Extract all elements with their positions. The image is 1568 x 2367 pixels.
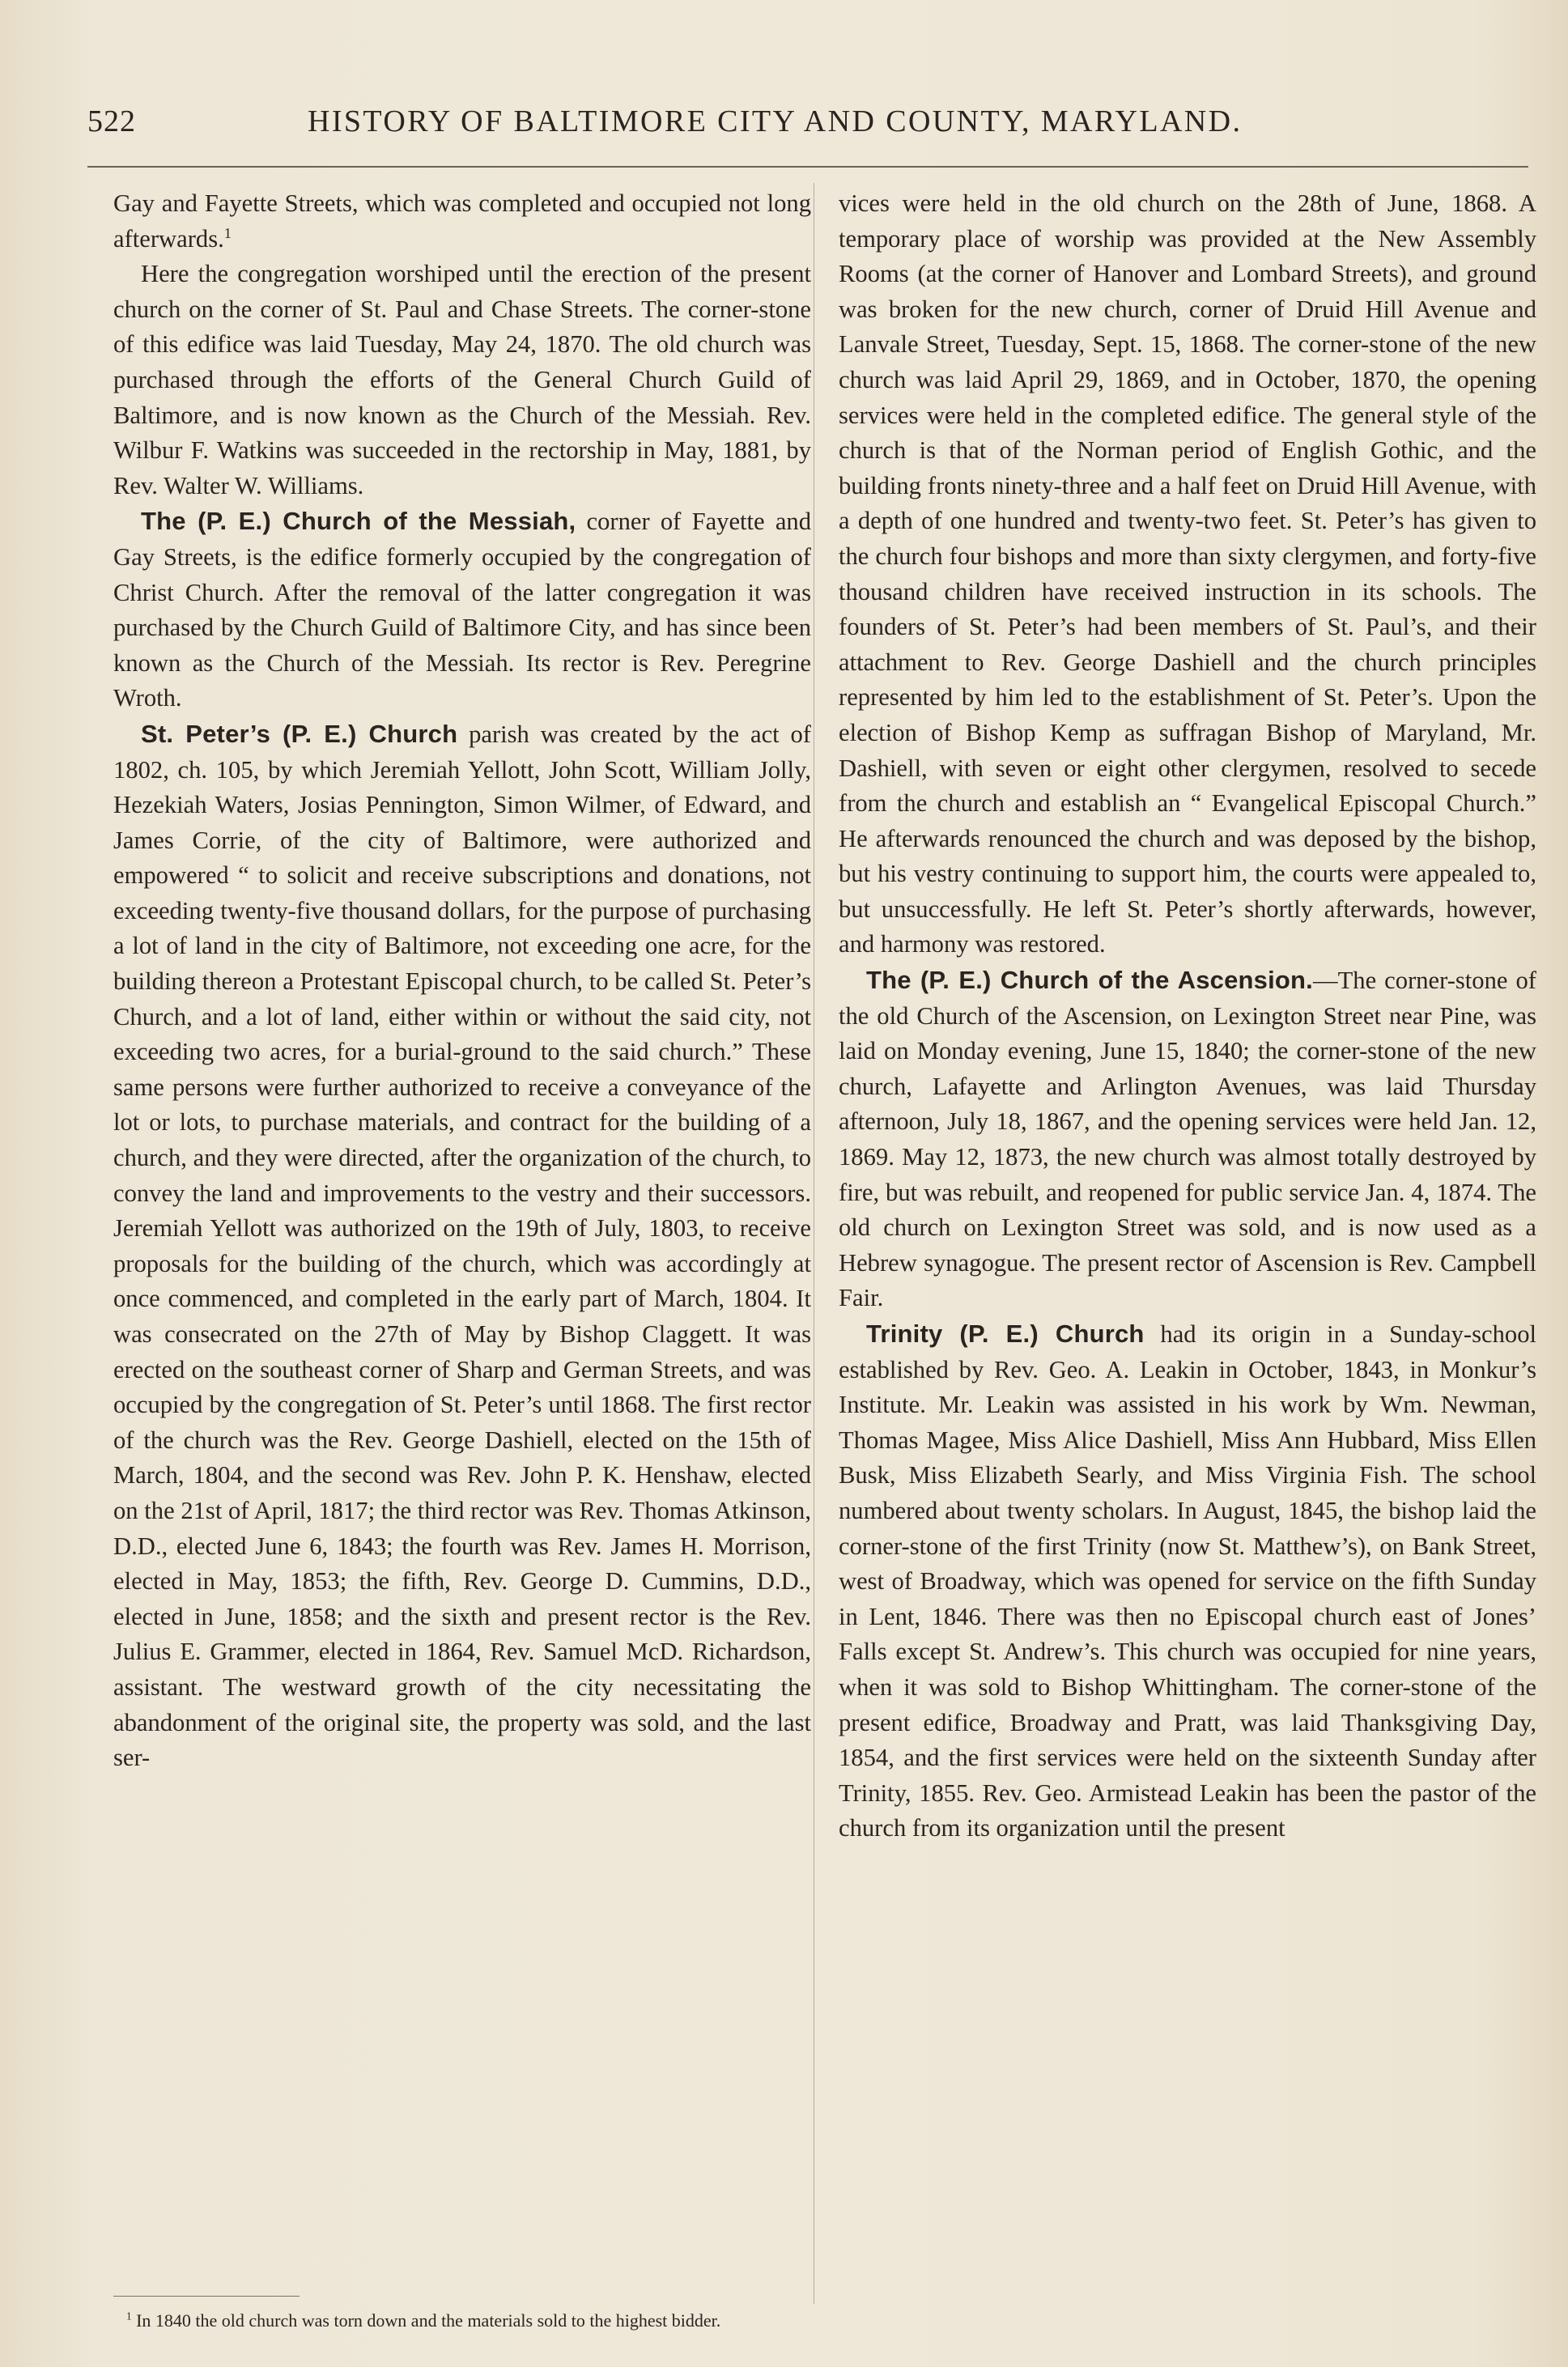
paragraph-st-peters-church — [113, 716, 811, 1776]
paragraph-continuation — [839, 186, 1536, 963]
paragraph-text: Gay and Fayette Streets, which was completed and occupied not long afterwards. — [113, 189, 811, 253]
paragraph-text: had its origin in a Sunday-school established by Rev. Geo. A. Leakin in October, 1843, in Monkur’s Institute. Mr. Leakin was assisted in his work by Wm. Newman, Thomas Magee, Miss Alice Dashiell, Miss Ann Hubbard, Miss Ellen Busk, Miss Elizabeth Searly, and Miss Virginia Fish. The school numbered about twenty scholars. In August, 1845, the bishop laid the corner-stone of the first Trinity (now St. Matthew’s), on Bank Street, west of Broadway, which was opened for service on the fifth Sunday in Lent, 1846. There was then no Episcopal church east of Jones’ Falls except St. Andrew’s. This church was occupied for nine years, when it was sold to Bishop Whittingham. The corner-stone of the present edifice, Broadway and Pratt, was laid Thanksgiving Day, 1854, and the first services were held on the sixteenth Sunday after Trinity, 1855. Rev. Geo. Armistead Leakin has been the pastor of the church from its organization until the present — [839, 1320, 1536, 1842]
footnote-marker: 1 — [126, 2310, 132, 2322]
footnote-body: In 1840 the old church was torn down and the materials sold to the highest bidder. — [131, 2310, 721, 2331]
section-heading: St. Peter’s (P. E.) Church — [141, 719, 458, 748]
footnote-rule — [113, 2296, 300, 2297]
footnote-marker: 1 — [223, 224, 232, 241]
section-heading: The (P. E.) Church of the Ascension. — [866, 966, 1313, 995]
paragraph-church-of-the-messiah — [113, 504, 811, 716]
paragraph-text: parish was created by the act of 1802, ch. 105, by which Jeremiah Yellott, John Scott, William Jolly, Hezekiah Waters, Josias Pennington, Simon Wilmer, of Edward, and James Corrie, of the city of Baltimore, were authorized and empowered “ to solicit and receive subscriptions and donations, not exceeding twenty-five thousand dollars, for the purpose of purchasing a lot of land in the city of Baltimore, not exceeding one acre, for the building thereon a Protestant Episcopal church, to be called St. Peter’s Church, and a lot of land, either within or without the said city, not exceeding two acres, for a burial-ground to the said church.” These same persons were further authorized to receive a conveyance of the lot or lots, to purchase materials, and contract for the building of a church, and they were directed, after the organization of the church, to convey the land and improvements to the vestry and their successors. Jeremiah Yellott was authorized on the 19th of July, 1803, to receive proposals for the building of the church, which was accordingly at once commenced, and completed in the early part of March, 1804. It was consecrated on the 27th of May by Bishop Claggett. It was erected on the southeast corner of Sharp and German Streets, and was occupied by the congregation of St. Peter’s until 1868. The first rector of the church was the Rev. George Dashiell, elected on the 15th of March, 1804, and the second was Rev. John P. K. Henshaw, elected on the 21st of April, 1817; the third rector was Rev. Thomas Atkinson, D.D., elected June 6, 1843; the fourth was Rev. James H. Morrison, elected in May, 1853; the fifth, Rev. George D. Cummins, D.D., elected in June, 1858; and the sixth and present rector is the Rev. Julius E. Grammer, elected in 1864, Rev. Samuel McD. Richardson, assistant. The westward growth of the city necessitating the abandonment of the original site, the property was sold, and the last ser- — [113, 720, 811, 1772]
header-rule — [87, 166, 1528, 168]
right-column — [839, 186, 1536, 1846]
left-column — [113, 186, 811, 1776]
running-title: HISTORY OF BALTIMORE CITY AND COUNTY, MARYLAND. — [308, 104, 1243, 138]
section-heading: Trinity (P. E.) Church — [866, 1319, 1145, 1348]
paragraph-text: corner of Fayette and Gay Streets, is the edifice formerly occupied by the congregation of Christ Church. After the removal of the latter congregation it was purchased by the Church Guild of Baltimore City, and has since been known as the Church of the Messiah. Its rector is Rev. Peregrine Wroth. — [113, 508, 811, 712]
paragraph-church-of-the-ascension — [839, 963, 1536, 1316]
footnote-text — [113, 2309, 811, 2333]
section-heading: The (P. E.) Church of the Messiah, — [141, 507, 576, 536]
page-header — [87, 104, 1528, 152]
paragraph-text: vices were held in the old church on the 28th of June, 1868. A temporary place of worship was provided at the New Assembly Rooms (at the corner of Hanover and Lombard Streets), and ground was broken for the new church, corner of Druid Hill Avenue and Lanvale Street, Tuesday, Sept. 15, 1868. The corner-stone of the new church was laid April 29, 1869, and in October, 1870, the opening services were held in the completed edifice. The general style of the church is that of the Norman period of English Gothic, and the building fronts ninety-three and a half feet on Druid Hill Avenue, with a depth of one hundred and twenty-two feet. St. Peter’s has given to the church four bishops and more than sixty clergymen, and forty-five thousand children have received instruction in its schools. The founders of St. Peter’s had been members of St. Paul’s, and their attachment to Rev. George Dashiell and the church principles represented by him led to the establishment of St. Peter’s. Upon the election of Bishop Kemp as suffragan Bishop of Maryland, Mr. Dashiell, with seven or eight other clergymen, resolved to secede from the church and establish an “ Evangelical Episcopal Church.” He afterwards renounced the church and was deposed by the bishop, but his vestry continuing to support him, the courts were appealed to, but unsuccessfully. He left St. Peter’s shortly afterwards, however, and harmony was restored. — [839, 189, 1536, 958]
paragraph-continuation — [113, 186, 811, 257]
paragraph — [113, 257, 811, 504]
footnote — [113, 2309, 811, 2333]
paragraph-text: Here the congregation worshiped until the erection of the present church on the corner of St. Paul and Chase Streets. The corner-stone of this edifice was laid Tuesday, May 24, 1870. The old church was purchased through the efforts of the General Church Guild of Baltimore, and is now known as the Church of the Messiah. Rev. Wilbur F. Watkins was succeeded in the rectorship in May, 1881, by Rev. Walter W. Williams. — [113, 260, 811, 499]
paragraph-text: —The corner-stone of the old Church of the Ascension, on Lexington Street near Pine, was laid on Monday evening, June 15, 1840; the corner-stone of the new church, Lafayette and Arlington Avenues, was laid Thursday afternoon, July 18, 1867, and the opening services were held Jan. 12, 1869. May 12, 1873, the new church was almost totally destroyed by fire, but was rebuilt, and reopened for public service Jan. 4, 1874. The old church on Lexington Street was sold, and is now used as a Hebrew synagogue. The present rector of Ascension is Rev. Campbell Fair. — [839, 967, 1536, 1312]
page-number: 522 — [87, 104, 136, 138]
paragraph-trinity-church — [839, 1316, 1536, 1846]
